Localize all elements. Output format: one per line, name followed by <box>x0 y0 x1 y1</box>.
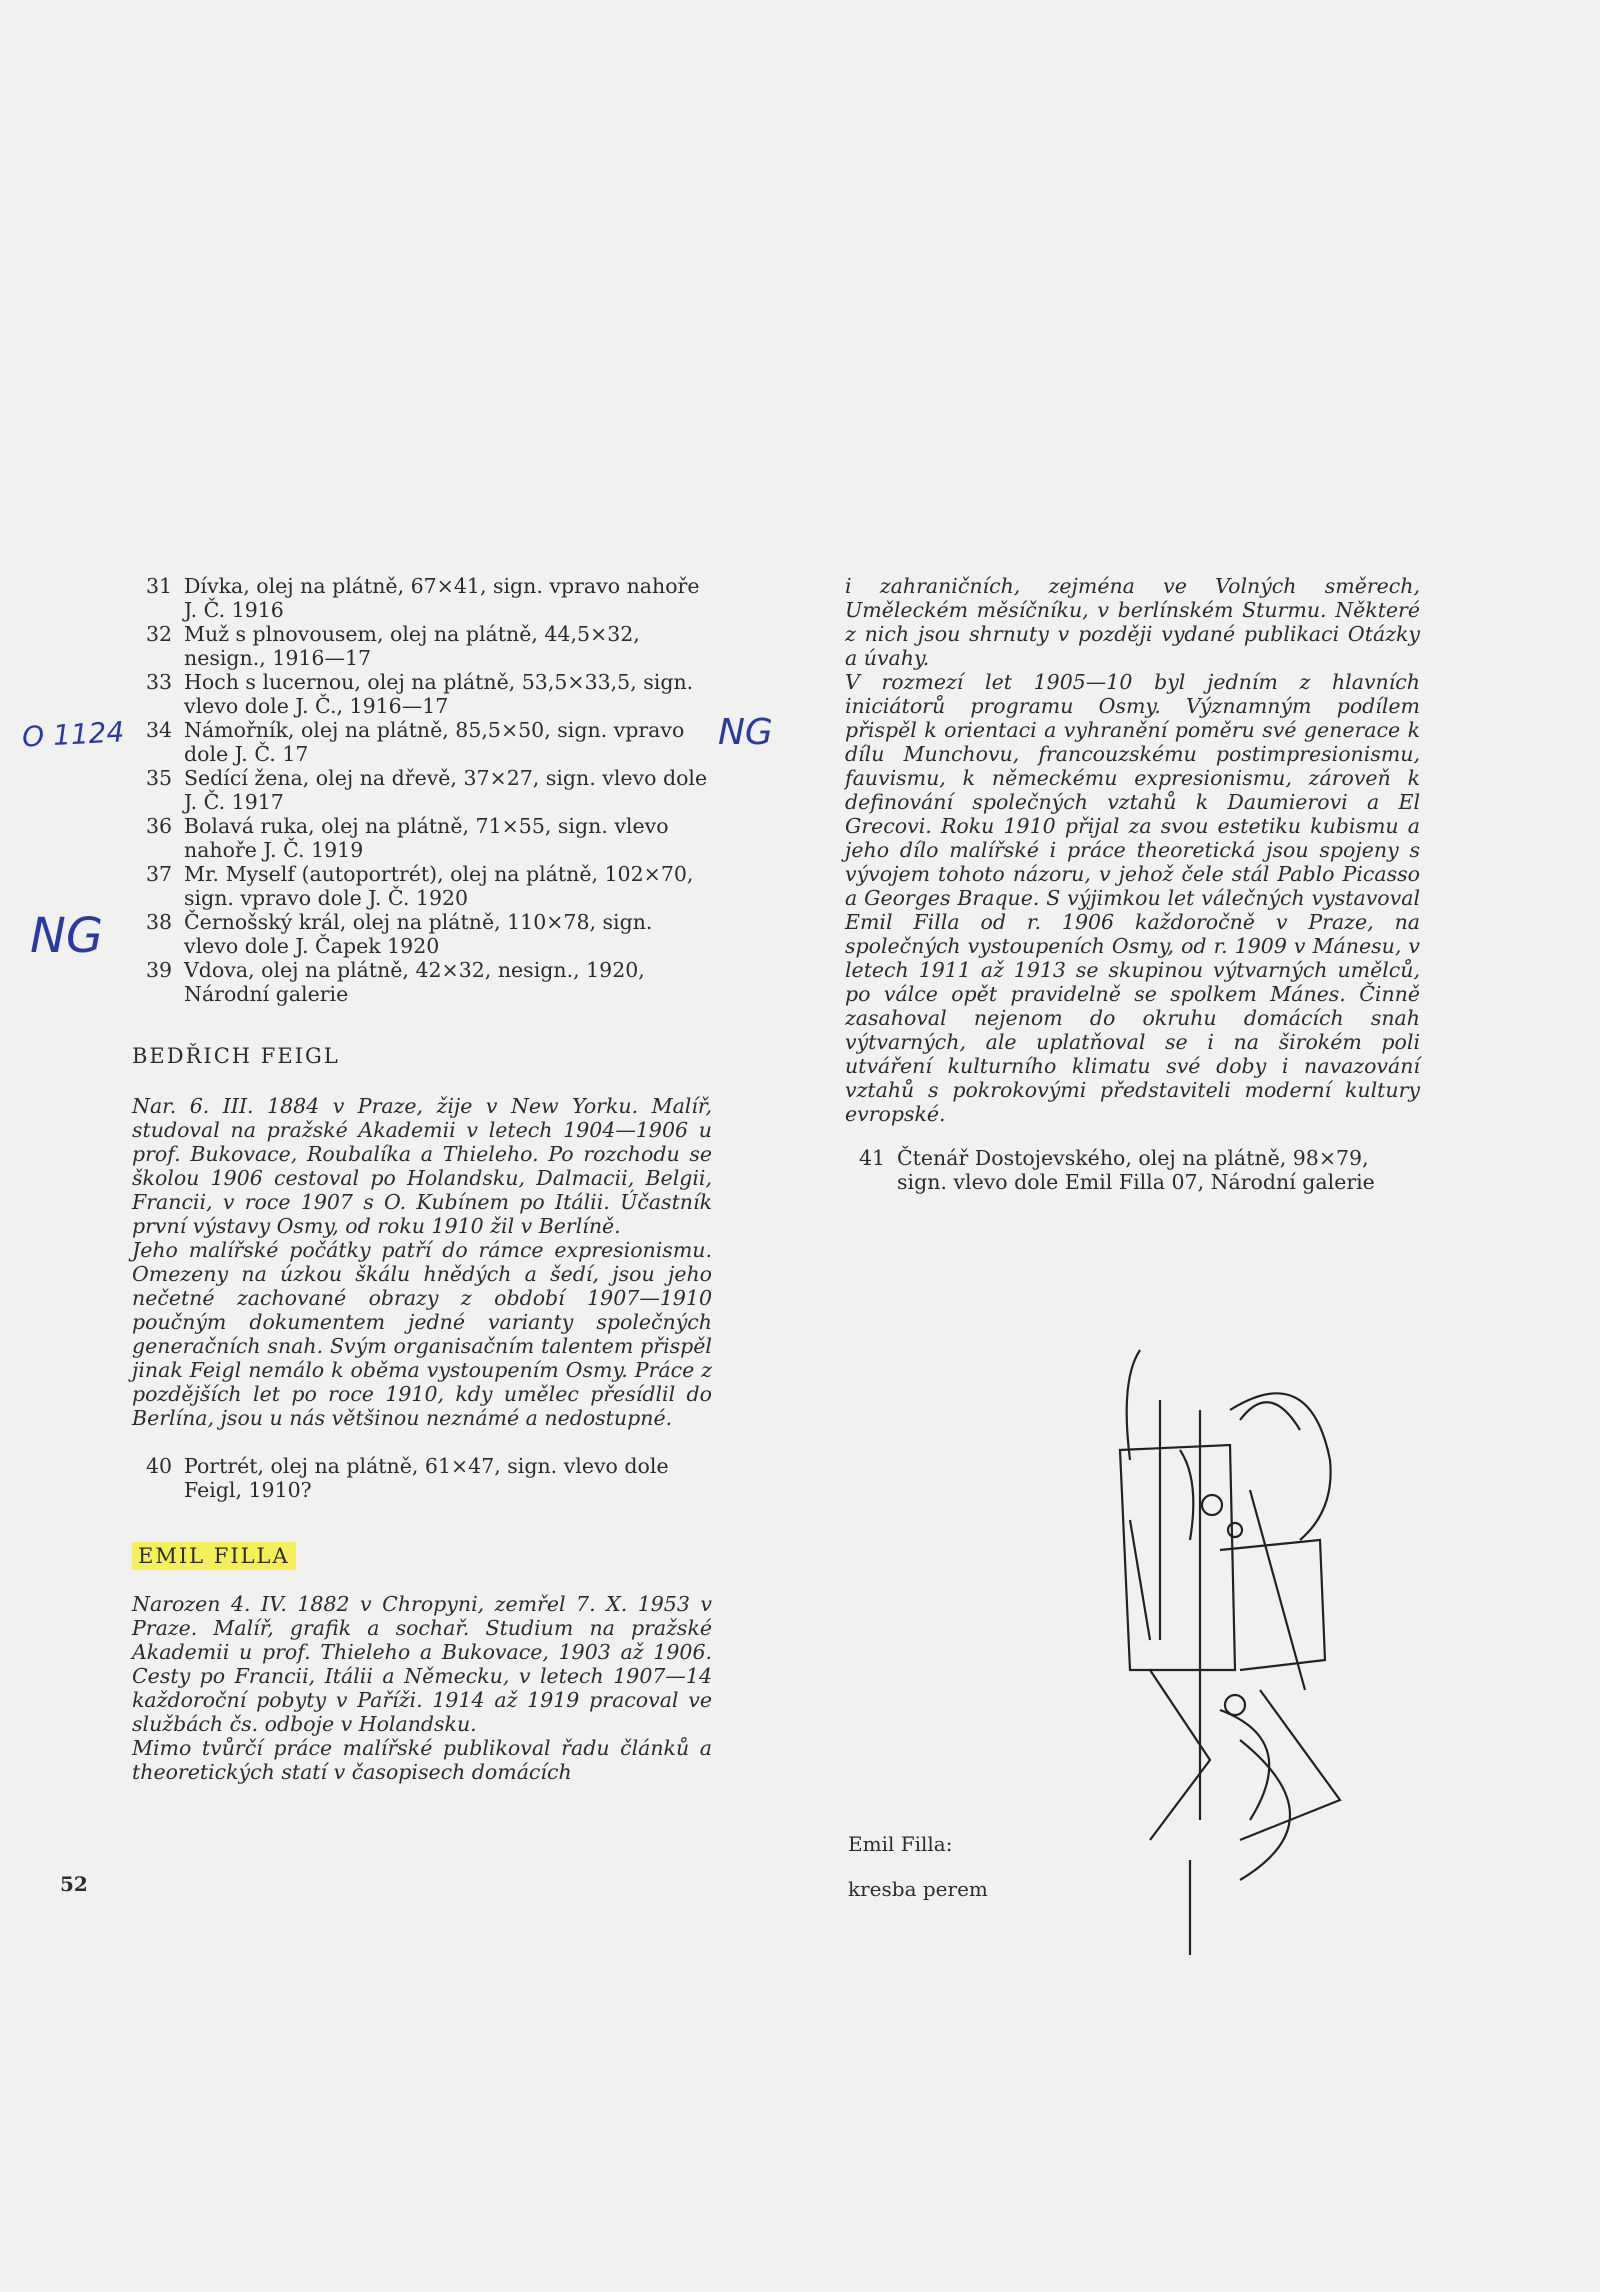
filla-biography-3: V rozmezí let 1905—10 byl jedním z hlavních iniciátorů programu Osmy. Významným podílem přispěl k orientaci a vyhranění poměru své generace k dílu Munchovu, francouzskému postimpresionismu, fauvismu, k německému expresionismu, zároveň k definování společných vztahů k Daumierovi a El Grecovi. Roku 1910 přijal za svou estetiku kubismu a jeho dílo malířské i práce theoretická jsou spojeny s vývojem tohoto názoru, v jehož čele stál Pablo Picasso a Georges Braque. S výjimkou let válečných vystavoval Emil Filla od r. 1906 každoročně v Praze, na společných vystoupeních Osmy, od r. 1909 v Mánesu, v letech 1911 až 1913 se skupinou výtvarných umělců, po válce opět pravidelně se spolkem Mánes. Činně zasahoval nejenom do okruhu domácích snah výtvarných, ale uplatňoval se i na širokém poli utváření kulturního klimatu své doby i navazování vztahů s pokrokovými představiteli moderní kultury evropské. <box>845 670 1420 1126</box>
catalog-item-40 <box>132 1454 712 1502</box>
filla-biography-continued: i zahraničních, zejména ve Volných směrech, Uměleckém měsíčníku, v berlínském Sturmu. Některé z nich jsou shrnuty v později vydané publikaci Otázky a úvahy. <box>845 574 1420 670</box>
catalog-item-number: 40 <box>146 1454 173 1478</box>
catalog-item-number: 39 <box>146 958 173 982</box>
catalog-item-34 <box>132 718 712 766</box>
catalog-item-text: Sedící žena, olej na dřevě, 37×27, sign. vlevo dole J. Č. 1917 <box>184 766 708 814</box>
catalog-item-41 <box>845 1146 1420 1194</box>
catalog-item-36 <box>132 814 712 862</box>
illustration-caption-title: Emil Filla: <box>848 1832 953 1856</box>
catalog-item-text: Černošský král, olej na plátně, 110×78, sign. vlevo dole J. Čapek 1920 <box>184 910 653 958</box>
filla-biography-2: Mimo tvůrčí práce malířské publikoval řadu článků a theoretických statí v časopisech domácích <box>132 1736 712 1784</box>
feigl-biography-2: Jeho malířské počátky patří do rámce expresionismu. Omezeny na úzkou škálu hnědých a šedí, jsou jeho nečetné zachované obrazy z období 1907—1910 poučným dokumentem jedné varianty společných generačních snah. Svým organisačním talentem přispěl jinak Feigl nemálo k oběma vystoupením Osmy. Práce z pozdějších let po roce 1910, kdy umělec přesídlil do Berlína, jsou u nás většinou neznámé a nedostupné. <box>132 1238 712 1430</box>
filla-biography: Narozen 4. IV. 1882 v Chropyni, zemřel 7. X. 1953 v Praze. Malíř, grafik a sochař. Studium na pražské Akademii u prof. Thieleho a Bukovace, 1903 až 1906. Cesty po Francii, Itálii a Německu, v letech 1907—14 každoroční pobyty v Paříži. 1914 až 1919 pracoval ve službách čs. odboje v Holandsku. <box>132 1592 712 1736</box>
catalog-item-number: 33 <box>146 670 173 694</box>
catalog-item-text: Muž s plnovousem, olej na plátně, 44,5×32, nesign., 1916—17 <box>184 622 640 670</box>
catalog-item-32 <box>132 622 712 670</box>
catalog-item-31 <box>132 574 712 622</box>
catalog-item-38 <box>132 910 712 958</box>
page-number: 52 <box>60 1872 88 1896</box>
illustration-caption-technique: kresba perem <box>848 1877 988 1901</box>
catalog-item-text: Dívka, olej na plátně, 67×41, sign. vpravo nahoře J. Č. 1916 <box>184 574 700 622</box>
catalog-item-text: Mr. Myself (autoportrét), olej na plátně, 102×70, sign. vpravo dole J. Č. 1920 <box>184 862 694 910</box>
catalog-item-35 <box>132 766 712 814</box>
feigl-biography: Nar. 6. III. 1884 v Praze, žije v New Yorku. Malíř, studoval na pražské Akademii v letech 1904—1906 u prof. Bukovace, Roubalíka a Thieleho. Po rozchodu se školou 1906 cestoval po Holandsku, Dalmacii, Belgii, Francii, v roce 1907 s O. Kubínem po Itálii. Účastník první výstavy Osmy, od roku 1910 žil v Berlíně. <box>132 1094 712 1238</box>
catalog-item-number: 38 <box>146 910 173 934</box>
catalog-item-number: 41 <box>859 1146 886 1170</box>
handwritten-inventory-number: O 1124 <box>21 715 125 754</box>
highlighted-heading: EMIL FILLA <box>132 1542 296 1570</box>
catalog-item-text: Námořník, olej na plátně, 85,5×50, sign. vpravo dole J. Č. 17 <box>184 718 685 766</box>
artist-heading-filla <box>132 1544 712 1568</box>
right-column <box>845 574 1420 1194</box>
left-column <box>132 574 712 1784</box>
catalog-item-33 <box>132 670 712 718</box>
catalog-item-39 <box>132 958 712 1006</box>
handwritten-ng-mark: NG <box>30 908 104 964</box>
catalog-item-37 <box>132 862 712 910</box>
catalog-item-text: Hoch s lucernou, olej na plátně, 53,5×33,5, sign. vlevo dole J. Č., 1916—17 <box>184 670 694 718</box>
handwritten-ng-mark: NG <box>718 712 773 753</box>
catalog-item-number: 37 <box>146 862 173 886</box>
catalog-item-number: 32 <box>146 622 173 646</box>
catalog-list-capek <box>132 574 712 1006</box>
catalog-item-text: Vdova, olej na plátně, 42×32, nesign., 1920, Národní galerie <box>184 958 645 1006</box>
catalog-item-number: 31 <box>146 574 173 598</box>
pen-drawing-illustration <box>1090 1340 1410 1960</box>
catalog-item-text: Čtenář Dostojevského, olej na plátně, 98×79, sign. vlevo dole Emil Filla 07, Národní galerie <box>897 1146 1375 1194</box>
artist-heading-feigl: BEDŘICH FEIGL <box>132 1044 340 1068</box>
catalog-item-number: 35 <box>146 766 173 790</box>
catalog-item-text: Portrét, olej na plátně, 61×47, sign. vlevo dole Feigl, 1910? <box>184 1454 669 1502</box>
catalog-item-text: Bolavá ruka, olej na plátně, 71×55, sign. vlevo nahoře J. Č. 1919 <box>184 814 669 862</box>
catalog-item-number: 36 <box>146 814 173 838</box>
catalog-item-number: 34 <box>146 718 173 742</box>
